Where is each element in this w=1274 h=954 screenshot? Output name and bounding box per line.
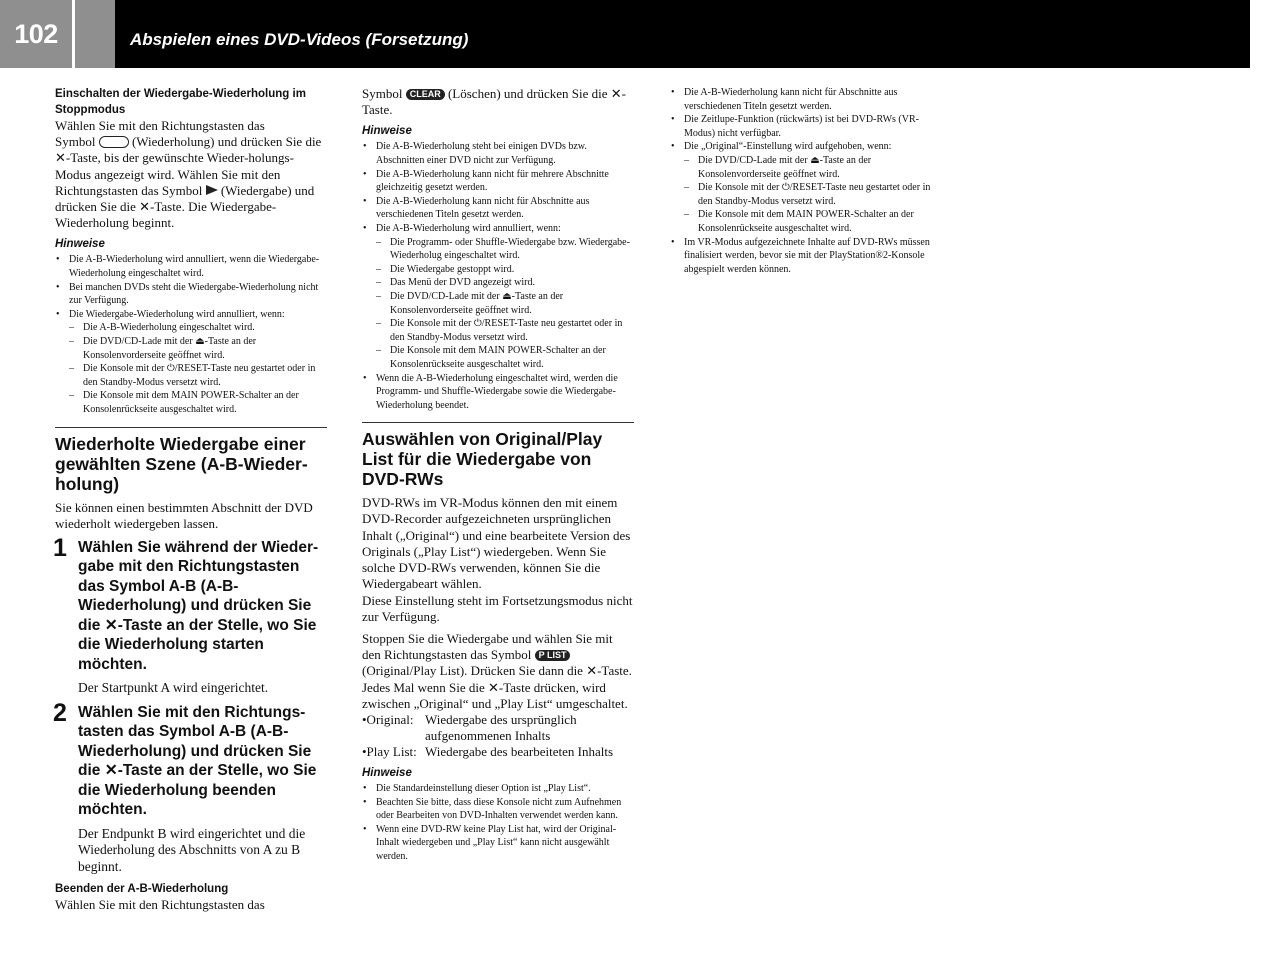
note-item: • Die Wiedergabe-Wiederholung wird annulliert, wenn:	[55, 308, 327, 322]
definition-row	[362, 744, 634, 760]
body-text	[362, 86, 634, 118]
body-text: Jedes Mal wenn Sie die ✕-Taste drücken, wird zwischen „Original“ und „Play List“ umgeschaltet.	[362, 679, 628, 711]
section-title: Auswählen von Original/Play List für die Wiedergabe von DVD-RWs	[362, 429, 603, 490]
header-accent	[75, 0, 115, 68]
note-item: • Die A-B-Wiederholung kann nicht für Abschnitte aus verschiedenen Titeln gesetzt werden.	[670, 86, 945, 113]
notes-heading: Hinweise	[362, 766, 412, 779]
note-item: • Die A-B-Wiederholung wird annulliert, wenn die Wiedergabe-Wiederholung eingeschaltet wird.	[55, 253, 327, 280]
step-heading: Wählen Sie während der Wieder-gabe mit den Richtungstasten das Symbol A-B (A-B-Wiederholung) und drücken Sie die ✕-Taste an der Stelle, wo Sie die Wiederholung starten möchten.	[78, 538, 319, 673]
notes-list	[362, 140, 634, 412]
note-item: • Die Zeitlupe-Funktion (rückwärts) ist bei DVD-RWs (VR-Modus) nicht verfügbar.	[670, 113, 945, 140]
body-text: Wählen Sie mit den Richtungstasten das	[55, 118, 265, 133]
body-text-part: (Wiedergabe) und drücken Sie die ✕-Taste. Die Wiedergabe-Wiederholung beginnt.	[55, 182, 315, 231]
sub-note-item: – Die A-B-Wiederholung eingeschaltet wird.	[55, 321, 327, 335]
definition-term: •Play List:	[362, 743, 417, 759]
definition-list	[362, 712, 634, 760]
note-item: • Beachten Sie bitte, dass diese Konsole nicht zum Aufnehmen oder Bearbeiten von DVD-Inhalten verwendet werden kann.	[362, 796, 634, 823]
notes-list	[362, 782, 634, 864]
divider	[55, 427, 327, 428]
note-item: • Die A-B-Wiederholung steht bei einigen DVDs bzw. Abschnitten einer DVD nicht zur Verfügung.	[362, 140, 634, 167]
step-text: Der Startpunkt A wird eingerichtet.	[78, 680, 269, 696]
body-text-part: (Original/Play List). Drücken Sie dann die ✕-Taste.	[362, 663, 632, 679]
note-item: • Im VR-Modus aufgezeichnete Inhalte auf DVD-RWs müssen finalisiert werden, bevor sie mit der PlayStation®2-Konsole abgespielt werden können.	[670, 236, 945, 277]
sub-note-item: – Die Wiedergabe gestoppt wird.	[362, 263, 634, 277]
notes-heading: Hinweise	[55, 238, 105, 251]
sub-note-item: – Die DVD/CD-Lade mit der ⏏-Taste an der Konsolenvorderseite geöffnet wird.	[55, 335, 327, 362]
plist-button-icon: P LIST	[535, 650, 571, 661]
note-item: • Die „Original“-Einstellung wird aufgehoben, wenn:	[670, 140, 945, 154]
definition-desc: Wiedergabe des bearbeiteten Inhalts	[425, 743, 614, 759]
notes-list	[670, 86, 945, 276]
step-1	[53, 533, 327, 697]
note-item: • Die A-B-Wiederholung kann nicht für mehrere Abschnitte gleichzeitig gesetzt werden.	[362, 168, 634, 195]
note-item: • Die Standardeinstellung dieser Option ist „Play List“.	[362, 782, 634, 796]
note-item: • Wenn eine DVD-RW keine Play List hat, wird der Original-Inhalt wiedergeben und „Play List“ kann nicht ausgewählt werden.	[362, 823, 634, 864]
sub-note-item: – Das Menü der DVD angezeigt wird.	[362, 276, 634, 290]
intro-text: Sie können einen bestimmten Abschnitt der DVD wiederholt wiedergeben lassen.	[55, 499, 313, 531]
definition-term: •Original:	[362, 711, 414, 727]
clear-button-icon: CLEAR	[406, 89, 445, 100]
section-heading: Beenden der A-B-Wiederholung	[55, 883, 229, 896]
sub-note-item: – Die Konsole mit der ⏻/RESET-Taste neu gestartet oder in den Standby-Modus versetzt wird.	[670, 181, 945, 208]
sub-note-item: – Die Konsole mit der ⏻/RESET-Taste neu gestartet oder in den Standby-Modus versetzt wird.	[362, 317, 634, 344]
body-text-part: (Löschen) und drücken Sie die ✕-Taste.	[362, 86, 627, 118]
notes-heading: Hinweise	[362, 125, 412, 138]
sub-note-item: – Die Konsole mit dem MAIN POWER-Schalter an der Konsolenrückseite ausgeschaltet wird.	[362, 344, 634, 371]
page-title: Abspielen eines DVD-Videos (Forsetzung)	[130, 30, 469, 49]
divider	[362, 422, 634, 423]
body-text: Wählen Sie mit den Richtungstasten das	[55, 897, 265, 913]
body-text-part: Stoppen Sie die Wiedergabe und wählen Sie mit den Richtungstasten das Symbol	[362, 630, 613, 663]
play-icon	[206, 185, 218, 195]
body-text: DVD-RWs im VR-Modus können den mit einem DVD-Recorder aufgezeichneten ursprünglichen Inhalt („Original“) und eine bearbeitete Version des Originals („Play List“) wiedergeben. Wenn Sie solche DVD-RWs verwenden, können Sie die Wiedergabeart wählen.	[362, 495, 631, 592]
body-text	[362, 631, 634, 680]
section-heading: Einschalten der Wiedergabe-Wiederholung im Stoppmodus	[55, 88, 306, 116]
repeat-icon	[99, 136, 129, 148]
sub-note-item: – Die Konsole mit dem MAIN POWER-Schalter an der Konsolenrückseite ausgeschaltet wird.	[670, 208, 945, 235]
body-text-part: Symbol	[362, 86, 403, 101]
note-item: • Die A-B-Wiederholung wird annulliert, wenn:	[362, 222, 634, 236]
notes-list	[55, 253, 327, 416]
body-text: Diese Einstellung steht im Fortsetzungsmodus nicht zur Verfügung.	[362, 592, 633, 624]
note-item: • Die A-B-Wiederholung kann nicht für Abschnitte aus verschiedenen Titeln gesetzt werden.	[362, 195, 634, 222]
body-text-part: (Wiederholung) und drücken Sie die ✕-Taste, bis der gewünschte Wieder-holungs-Modus angezeigt wird. Wählen Sie mit den Richtungstasten das Symbol	[55, 134, 322, 198]
step-heading: Wählen Sie mit den Richtungs-tasten das Symbol A-B (A-B-Wiederholung) und drücken Sie die ✕-Taste an der Stelle, wo Sie die Wiederholung beenden möchten.	[78, 703, 317, 819]
body-text-part: Symbol	[55, 134, 96, 150]
step-number: 2	[53, 698, 67, 727]
note-item: • Wenn die A-B-Wiederholung eingeschaltet wird, werden die Programm- und Shuffle-Wiedergabe sowie die Wiedergabe-Wiederholung beendet.	[362, 372, 634, 413]
column-3	[670, 86, 945, 276]
step-number: 1	[53, 533, 67, 562]
sub-note-item: – Die Konsole mit dem MAIN POWER-Schalter an der Konsolenrückseite ausgeschaltet wird.	[55, 389, 327, 416]
step-2	[53, 698, 327, 876]
definition-desc: Wiedergabe des ursprünglich aufgenommenen Inhalts	[425, 711, 577, 743]
sub-note-item: – Die Programm- oder Shuffle-Wiedergabe bzw. Wiedergabe-Wiederholug eingeschaltet wird.	[362, 236, 634, 263]
definition-row	[362, 712, 634, 744]
sub-note-item: – Die Konsole mit der ⏻/RESET-Taste neu gestartet oder in den Standby-Modus versetzt wird.	[55, 362, 327, 389]
page-number: 102	[0, 0, 72, 68]
note-item: • Bei manchen DVDs steht die Wiedergabe-Wiederholung nicht zur Verfügung.	[55, 281, 327, 308]
step-text: Der Endpunkt B wird eingerichtet und die Wiederholung des Abschnitts von A zu B beginnt.	[78, 825, 306, 874]
section-title: Wiederholte Wiedergabe einer gewählten Szene (A-B-Wieder-holung)	[55, 433, 308, 494]
column-1	[55, 86, 327, 914]
column-2	[362, 86, 634, 863]
sub-note-item: – Die DVD/CD-Lade mit der ⏏-Taste an der Konsolenvorderseite geöffnet wird.	[362, 290, 634, 317]
body-text	[55, 134, 327, 231]
sub-note-item: – Die DVD/CD-Lade mit der ⏏-Taste an der Konsolenvorderseite geöffnet wird.	[670, 154, 945, 181]
